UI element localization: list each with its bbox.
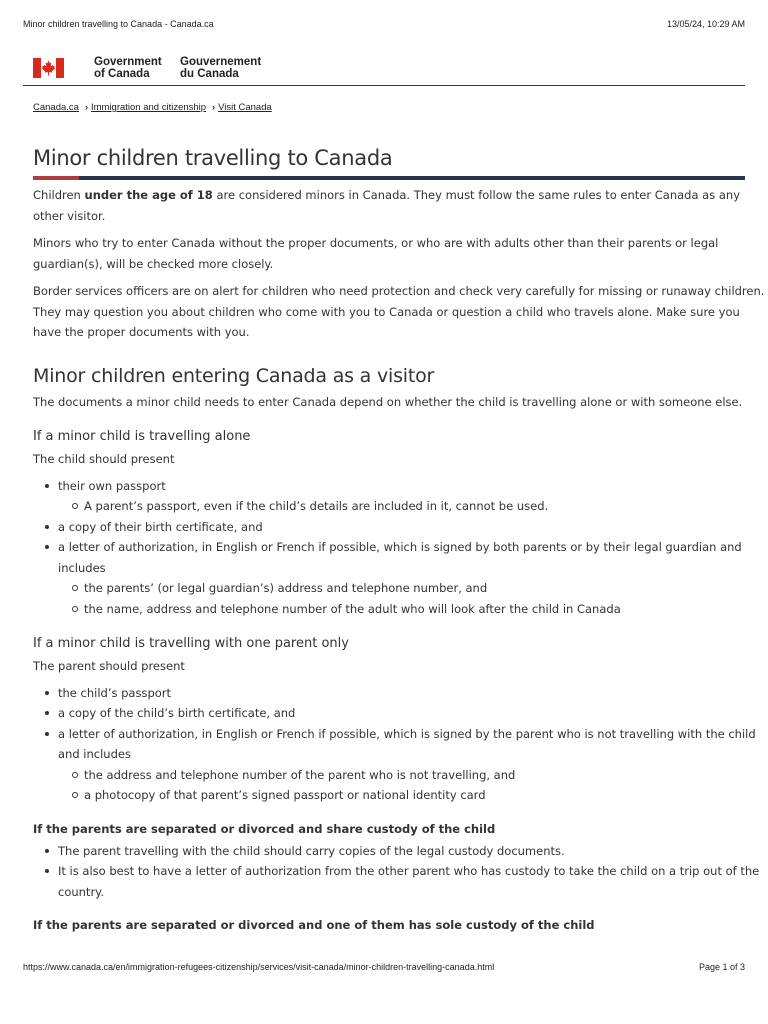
wordmark-fr-line2: du Canada	[180, 68, 239, 80]
heading-one-parent: If a minor child is travelling with one parent only	[33, 636, 349, 651]
wordmark-english	[94, 56, 162, 80]
chevron-right-icon: ›	[212, 102, 216, 112]
intro-paragraph	[33, 185, 768, 226]
print-page-number: Page 1 of 3	[698, 962, 745, 972]
list-item: their own passport A parent’s passport, even if the child’s details are included in it, cannot be used.	[58, 476, 768, 517]
breadcrumb-link-canada-ca[interactable]: Canada.ca	[33, 102, 79, 113]
print-footer	[23, 962, 745, 976]
wordmark-en-line2: of Canada	[94, 68, 150, 80]
shared-custody-list	[33, 841, 768, 903]
section-heading-visitor: Minor children entering Canada as a visitor	[33, 364, 435, 387]
one-parent-lead: The parent should present	[33, 659, 185, 673]
intro-prefix: Children	[33, 188, 85, 202]
visitor-intro: The documents a minor child needs to enter Canada depend on whether the child is travelling alone or with someone else.	[33, 394, 743, 409]
list-item: the child’s passport	[58, 683, 768, 704]
print-url: https://www.canada.ca/en/immigration-refugees-citizenship/services/visit-canada/minor-children-travelling-canada.html	[23, 962, 495, 972]
paragraph-border-officers: Border services officers are on alert for children who need protection and check very carefully for missing or runaway children. They may question you about children who come with you to Canada or question a child who travels alone. Make sure you have the proper documents with you.	[33, 284, 765, 339]
list-item: a copy of the child’s birth certificate, and	[58, 703, 768, 724]
main-content	[33, 140, 768, 935]
heading-sole-custody: If the parents are separated or divorced and one of them has sole custody of the child	[33, 918, 595, 932]
print-datetime: 13/05/24, 10:29 AM	[666, 19, 745, 29]
heading-shared-custody: If the parents are separated or divorced and share custody of the child	[33, 821, 496, 836]
alone-lead: The child should present	[33, 452, 175, 466]
wordmark-en-line1: Government	[94, 56, 162, 68]
list-item: It is also best to have a letter of authorization from the other parent who has custody to take the child on a trip out of the country.	[58, 861, 768, 902]
list-item: the address and telephone number of the parent who is not travelling, and	[84, 765, 768, 786]
title-underline	[33, 176, 745, 180]
sub-list	[58, 578, 768, 619]
header-divider	[23, 85, 745, 86]
list-item: the name, address and telephone number of the adult who will look after the child in Canada	[84, 599, 768, 620]
wordmark-fr-line1: Gouvernement	[180, 56, 262, 68]
heading-travelling-alone: If a minor child is travelling alone	[33, 429, 251, 444]
sub-list	[58, 765, 768, 806]
title-underline-accent	[33, 176, 79, 180]
print-page-title: Minor children travelling to Canada - Canada.ca	[23, 19, 214, 29]
list-item: The parent travelling with the child should carry copies of the legal custody documents.	[58, 841, 768, 862]
list-item: the parents’ (or legal guardian’s) address and telephone number, and	[84, 578, 768, 599]
alone-document-list	[33, 476, 768, 620]
page-title: Minor children travelling to Canada	[33, 146, 393, 170]
wordmark-french	[180, 56, 261, 80]
list-item: a letter of authorization, in English or French if possible, which is signed by the parent who is not travelling with the child and includes the address and telephone number of the parent who is not travelling, and a photocopy of that parent’s signed passport or national identity card	[58, 724, 768, 806]
intro-suffix: are considered minors in Canada. They must follow the same rules to enter Canada as any other visitor.	[33, 188, 741, 223]
sub-list	[58, 496, 768, 517]
breadcrumb-link-immigration[interactable]: Immigration and citizenship	[90, 102, 207, 113]
list-item: a letter of authorization, in English or French if possible, which is signed by both parents or by their legal guardian and includes the parents’ (or legal guardian’s) address and telephone number, and the name, address and telephone number of the adult who will look after the child in Canada	[58, 537, 768, 619]
intro-bold: under the age of 18	[84, 188, 213, 202]
canada-flag-icon	[33, 58, 64, 78]
list-item: A parent’s passport, even if the child’s details are included in it, cannot be used.	[84, 496, 768, 517]
breadcrumb-link-visit-canada[interactable]: Visit Canada	[218, 102, 272, 113]
list-item: a copy of their birth certificate, and	[58, 517, 768, 538]
one-parent-document-list	[33, 683, 768, 806]
paragraph-checked-closely: Minors who try to enter Canada without the proper documents, or who are with adults other than their parents or legal guardian(s), will be checked more closely.	[33, 236, 719, 271]
breadcrumb	[33, 102, 272, 113]
chevron-right-icon: ›	[84, 102, 88, 112]
print-header	[23, 19, 745, 33]
list-item: a photocopy of that parent’s signed passport or national identity card	[84, 785, 768, 806]
